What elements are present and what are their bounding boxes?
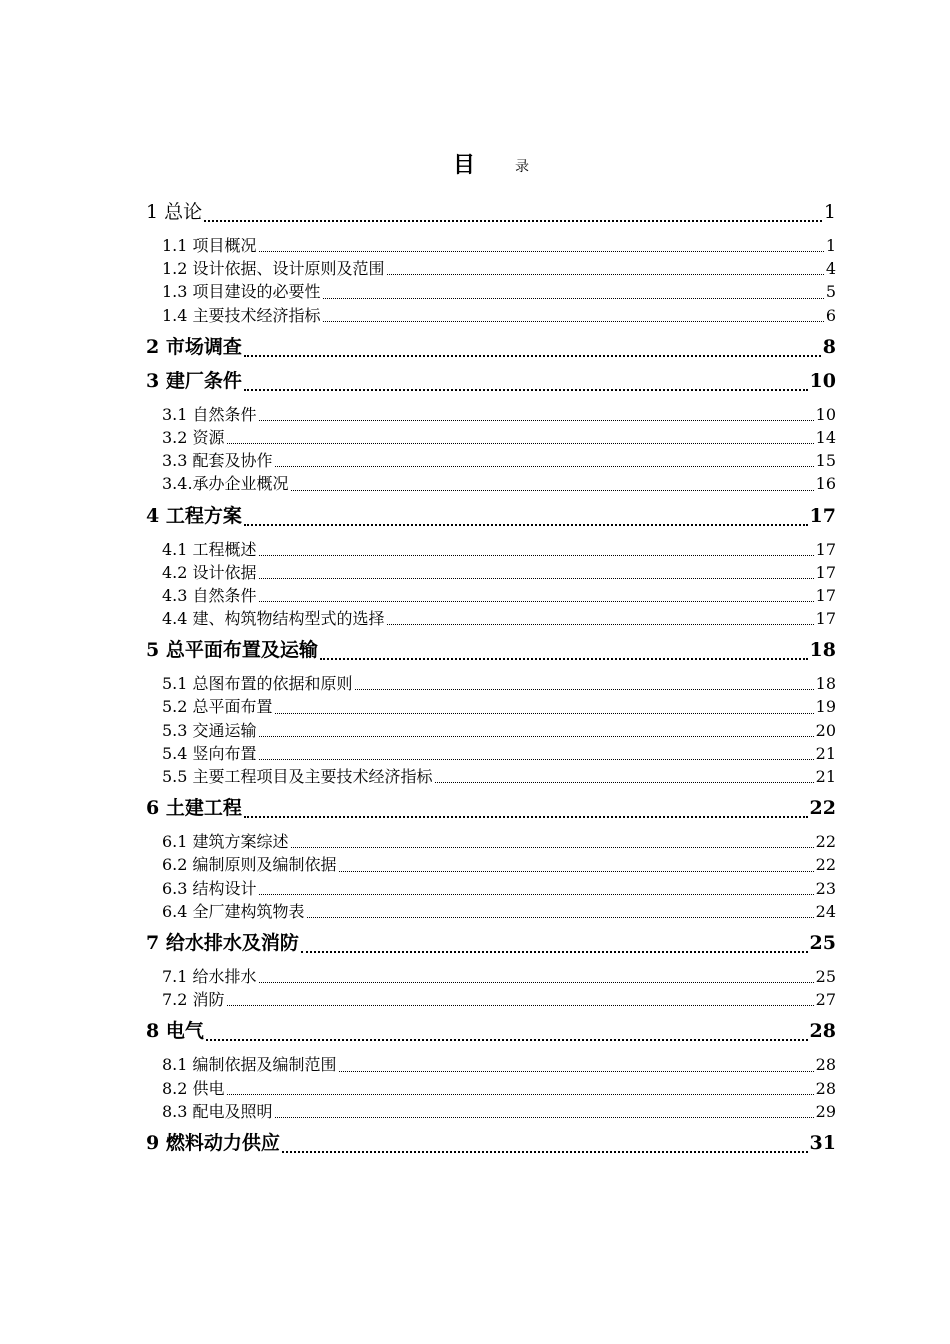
toc-title-part2: 录 (515, 159, 529, 175)
toc-chapter-9[interactable] (146, 1129, 836, 1157)
toc-leader-dots (275, 713, 814, 714)
toc-chapter-label: 9 燃料动力供应 (146, 1131, 280, 1154)
toc-chapter-label: 6 土建工程 (146, 797, 242, 820)
toc-leader-dots (435, 782, 814, 783)
toc-section-1-2[interactable] (146, 257, 836, 280)
toc-section-4-1[interactable] (146, 538, 836, 561)
toc-leader-dots (275, 1117, 814, 1118)
toc-section-page: 15 (815, 451, 836, 471)
toc-section-label: 3.2 资源 (162, 427, 225, 447)
toc-section-page: 18 (815, 674, 836, 694)
table-of-contents (146, 198, 836, 1157)
toc-chapter-page: 22 (809, 797, 836, 820)
toc-section-label: 4.1 工程概述 (162, 539, 257, 559)
toc-leader-dots (307, 917, 814, 918)
toc-section-3-2[interactable] (146, 426, 836, 449)
toc-leader-dots (259, 578, 814, 579)
toc-chapter-label: 3 建厂条件 (146, 369, 242, 392)
toc-leader-dots (259, 420, 814, 421)
toc-section-page: 17 (815, 562, 836, 582)
toc-chapter-label: 8 电气 (146, 1020, 204, 1043)
toc-section-1-4[interactable] (146, 304, 836, 327)
toc-chapter-label: 2 市场调查 (146, 335, 242, 358)
toc-section-4-4[interactable] (146, 607, 836, 630)
toc-section-page: 24 (815, 901, 836, 921)
toc-title (0, 146, 950, 178)
toc-leader-dots (259, 251, 824, 252)
toc-chapter-page: 25 (809, 931, 836, 954)
toc-chapter-1[interactable] (146, 198, 836, 226)
toc-section-5-5[interactable] (146, 765, 836, 788)
toc-leader-dots (301, 951, 808, 953)
toc-section-page: 21 (815, 767, 836, 786)
toc-chapter-page: 18 (809, 639, 836, 662)
toc-chapter-page: 17 (809, 504, 836, 527)
toc-leader-dots (227, 1005, 814, 1006)
toc-section-page: 16 (815, 474, 836, 494)
toc-section-label: 1.4 主要技术经济指标 (162, 305, 321, 325)
toc-section-label: 3.1 自然条件 (162, 404, 257, 424)
toc-section-label: 1.3 项目建设的必要性 (162, 282, 321, 302)
toc-leader-dots (387, 274, 824, 275)
toc-section-page: 5 (825, 282, 836, 302)
toc-chapter-page: 8 (822, 335, 836, 358)
toc-section-page: 27 (815, 990, 836, 1010)
toc-chapter-page: 31 (809, 1131, 836, 1154)
toc-section-label: 1.1 项目概况 (162, 236, 257, 255)
toc-section-label: 5.3 交通运输 (162, 720, 257, 740)
toc-chapter-page: 28 (809, 1020, 836, 1043)
toc-section-label: 6.3 结构设计 (162, 878, 257, 898)
toc-leader-dots (259, 982, 814, 983)
toc-chapter-2[interactable] (146, 333, 836, 361)
toc-section-5-3[interactable] (146, 719, 836, 742)
toc-section-page: 6 (825, 305, 836, 325)
toc-leader-dots (259, 555, 814, 556)
toc-section-7-2[interactable] (146, 988, 836, 1011)
toc-leader-dots (244, 355, 821, 357)
toc-section-page: 14 (815, 427, 836, 447)
toc-leader-dots (244, 389, 808, 391)
toc-section-3-1[interactable] (146, 403, 836, 426)
toc-section-label: 3.4.承办企业概况 (162, 474, 289, 494)
toc-leader-dots (320, 658, 808, 660)
toc-leader-dots (244, 816, 808, 818)
toc-leader-dots (323, 298, 824, 299)
toc-section-page: 28 (815, 1055, 836, 1075)
toc-section-label: 8.3 配电及照明 (162, 1101, 273, 1121)
toc-leader-dots (259, 736, 814, 737)
toc-title-part1: 目 (453, 152, 476, 178)
toc-leader-dots (206, 1039, 808, 1041)
toc-leader-dots (339, 871, 814, 872)
toc-section-6-3[interactable] (146, 877, 836, 900)
toc-section-label: 4.2 设计依据 (162, 562, 257, 582)
toc-section-label: 3.3 配套及协作 (162, 451, 273, 471)
toc-section-page: 17 (815, 609, 836, 629)
toc-section-label: 7.2 消防 (162, 990, 225, 1010)
toc-section-3-4[interactable] (146, 472, 836, 495)
toc-section-page: 22 (815, 832, 836, 852)
toc-chapter-label: 1 总论 (146, 201, 203, 223)
toc-leader-dots (227, 1094, 814, 1095)
toc-section-page: 1 (825, 236, 836, 255)
toc-section-label: 5.1 总图布置的依据和原则 (162, 674, 353, 694)
toc-section-label: 5.5 主要工程项目及主要技术经济指标 (162, 767, 433, 786)
toc-section-page: 23 (815, 878, 836, 898)
toc-section-page: 20 (815, 720, 836, 740)
toc-section-3-3[interactable] (146, 449, 836, 472)
toc-section-1-3[interactable] (146, 280, 836, 303)
toc-chapter-label: 4 工程方案 (146, 504, 242, 527)
toc-section-page: 22 (815, 855, 836, 875)
toc-leader-dots (259, 601, 814, 602)
toc-leader-dots (291, 847, 814, 848)
toc-section-page: 4 (825, 259, 836, 279)
toc-chapter-5[interactable] (146, 636, 836, 664)
toc-section-page: 19 (815, 697, 836, 717)
toc-chapter-8[interactable] (146, 1017, 836, 1045)
toc-chapter-6[interactable] (146, 794, 836, 822)
toc-chapter-4[interactable] (146, 502, 836, 530)
toc-section-4-2[interactable] (146, 561, 836, 584)
toc-leader-dots (259, 894, 814, 895)
toc-section-label: 4.3 自然条件 (162, 585, 257, 605)
toc-section-8-3[interactable] (146, 1100, 836, 1123)
toc-chapter-page: 1 (823, 201, 836, 223)
toc-section-6-2[interactable] (146, 853, 836, 876)
toc-chapter-7[interactable] (146, 929, 836, 957)
toc-chapter-page: 10 (809, 369, 836, 392)
toc-section-label: 1.2 设计依据、设计原则及范围 (162, 259, 385, 279)
toc-section-page: 17 (815, 539, 836, 559)
toc-section-5-1[interactable] (146, 672, 836, 695)
toc-section-5-2[interactable] (146, 695, 836, 718)
toc-section-label: 6.1 建筑方案综述 (162, 832, 289, 852)
toc-section-6-4[interactable] (146, 900, 836, 923)
toc-leader-dots (244, 524, 808, 526)
toc-chapter-3[interactable] (146, 367, 836, 395)
toc-section-page: 10 (815, 404, 836, 424)
toc-section-8-1[interactable] (146, 1053, 836, 1076)
toc-section-4-3[interactable] (146, 584, 836, 607)
toc-section-label: 8.1 编制依据及编制范围 (162, 1055, 337, 1075)
toc-section-7-1[interactable] (146, 965, 836, 988)
toc-section-page: 21 (815, 743, 836, 763)
toc-section-page: 29 (815, 1101, 836, 1121)
toc-leader-dots (339, 1071, 814, 1072)
toc-leader-dots (323, 321, 824, 322)
toc-section-1-1[interactable] (146, 234, 836, 257)
toc-leader-dots (282, 1151, 808, 1153)
toc-section-label: 6.4 全厂建构筑物表 (162, 901, 305, 921)
toc-leader-dots (204, 220, 822, 222)
toc-leader-dots (355, 689, 814, 690)
toc-leader-dots (259, 759, 814, 760)
toc-section-label: 6.2 编制原则及编制依据 (162, 855, 337, 875)
toc-section-label: 4.4 建、构筑物结构型式的选择 (162, 609, 385, 629)
toc-section-page: 28 (815, 1078, 836, 1098)
toc-chapter-label: 5 总平面布置及运输 (146, 639, 318, 662)
toc-section-5-4[interactable] (146, 742, 836, 765)
toc-section-page: 25 (815, 966, 836, 986)
toc-leader-dots (227, 443, 814, 444)
toc-leader-dots (291, 490, 814, 491)
toc-section-6-1[interactable] (146, 830, 836, 853)
toc-section-label: 5.4 竖向布置 (162, 743, 257, 763)
toc-leader-dots (275, 466, 814, 467)
toc-section-8-2[interactable] (146, 1077, 836, 1100)
toc-section-label: 7.1 给水排水 (162, 966, 257, 986)
toc-chapter-label: 7 给水排水及消防 (146, 931, 299, 954)
toc-section-label: 8.2 供电 (162, 1078, 225, 1098)
toc-section-label: 5.2 总平面布置 (162, 697, 273, 717)
toc-leader-dots (387, 624, 814, 625)
toc-section-page: 17 (815, 585, 836, 605)
